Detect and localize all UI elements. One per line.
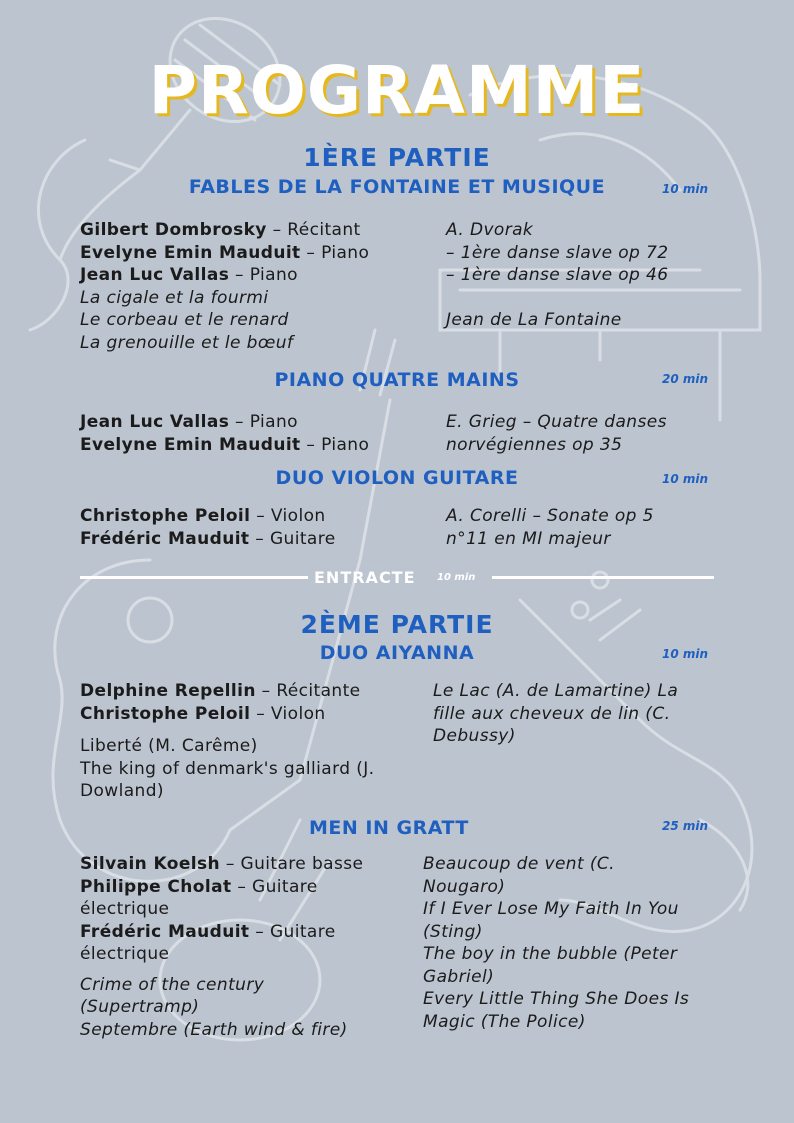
works-piano <box>446 411 746 456</box>
performer-name: Evelyne Emin Mauduit <box>80 242 301 263</box>
performer-role: – Piano <box>229 412 298 432</box>
performers-aiyanna <box>80 680 420 803</box>
work-item: Gabriel) <box>423 966 495 987</box>
work-item: If I Ever Lose My Faith In You <box>423 899 679 919</box>
performer-line <box>80 876 400 899</box>
performers-duo-violon <box>80 505 435 550</box>
performer-role: – Guitare basse <box>220 854 364 874</box>
works-duo-violon <box>446 505 746 550</box>
performer-line <box>80 505 435 528</box>
work-item: Le corbeau et le renard <box>80 310 289 330</box>
performer-line <box>80 853 400 876</box>
entracte-label: ENTRACTE <box>314 568 416 587</box>
part1-heading: 1ÈRE PARTIE <box>303 143 491 172</box>
work-item: Crime of the century <box>80 974 265 995</box>
performer-line <box>80 680 420 703</box>
performer-line <box>80 219 435 242</box>
works-men-in-gratt <box>423 853 743 1033</box>
work-item: A. Dvorak <box>446 220 534 240</box>
work-item: Debussy) <box>433 726 516 746</box>
performer-name: Frédéric Mauduit <box>80 528 250 549</box>
work-item: – 1ère danse slave op 46 <box>446 265 669 285</box>
performer-name: Silvain Koelsh <box>80 854 221 874</box>
work-item: The king of denmark's galliard (J. <box>80 758 375 779</box>
work-item: Septembre (Earth wind & fire) <box>80 1019 348 1040</box>
works-aiyanna <box>433 680 733 748</box>
performer-line <box>80 264 435 287</box>
work-item: A. Corelli – Sonate op 5 <box>446 506 654 526</box>
performer-name: Frédéric Mauduit <box>80 921 250 942</box>
duration-duo-violon: 10 min <box>662 472 709 486</box>
performer-name: Jean Luc Vallas <box>80 265 230 285</box>
work-item: fille aux cheveux de lin (C. <box>433 703 671 724</box>
performer-line <box>80 434 435 457</box>
performer-role: – Violon <box>250 703 326 724</box>
work-item: Liberté (M. Carême) <box>80 736 258 756</box>
duration-fables: 10 min <box>662 182 709 196</box>
performer-line <box>80 703 420 726</box>
works-fables <box>446 219 746 332</box>
performer-line <box>80 528 435 551</box>
performer-role: – Violon <box>250 506 326 526</box>
performer-name: Jean Luc Vallas <box>80 412 230 432</box>
work-item: Every Little Thing She Does Is <box>423 989 690 1009</box>
performer-role: – Piano <box>300 242 370 263</box>
section-title-piano: PIANO QUATRE MAINS <box>274 369 520 391</box>
duration-aiyanna: 10 min <box>662 647 709 661</box>
work-item: La cigale et la fourmi <box>80 287 269 308</box>
duration-piano: 20 min <box>662 372 709 386</box>
work-item: La grenouille et le bœuf <box>80 332 294 353</box>
entracte-divider-right <box>492 576 714 579</box>
work-item: (Sting) <box>423 921 483 942</box>
performer-role: – Guitare <box>231 876 318 897</box>
page-title: PROGRAMME <box>148 52 646 129</box>
work-item: Le Lac (A. de Lamartine) La <box>433 681 679 701</box>
performer-role: – Guitare <box>249 528 336 549</box>
work-item: The boy in the bubble (Peter <box>423 944 678 964</box>
performer-name: Christophe Peloil <box>80 506 251 526</box>
work-item: E. Grieg – Quatre danses <box>446 412 667 432</box>
work-item: norvégiennes op 35 <box>446 434 623 455</box>
section-title-fables: FABLES DE LA FONTAINE ET MUSIQUE <box>188 176 606 198</box>
work-item: Magic (The Police) <box>423 1011 586 1032</box>
work-item: – 1ère danse slave op 72 <box>446 242 669 263</box>
performer-role: – Récitant <box>266 220 361 240</box>
work-item: (Supertramp) <box>80 997 200 1017</box>
performer-role: – Récitante <box>255 681 361 701</box>
performer-name: Christophe Peloil <box>80 703 251 724</box>
section-title-duo-violon: DUO VIOLON GUITARE <box>275 467 519 489</box>
performers-fables <box>80 219 435 354</box>
performer-role: – Piano <box>300 434 370 455</box>
entracte-divider-left <box>80 576 308 579</box>
performer-name: Gilbert Dombrosky <box>80 220 267 240</box>
performer-name: Philippe Cholat <box>80 876 232 897</box>
performer-name: Delphine Repellin <box>80 681 256 701</box>
work-item: n°11 en MI majeur <box>446 528 611 549</box>
performer-line <box>80 242 435 265</box>
work-item: Beaucoup de vent (C. <box>423 854 615 874</box>
part2-heading: 2ÈME PARTIE <box>300 610 494 639</box>
performers-men-in-gratt <box>80 853 400 1041</box>
performer-role: – Piano <box>229 265 298 285</box>
work-item: Dowland) <box>80 781 164 801</box>
duration-men-in-gratt: 25 min <box>662 819 709 833</box>
performer-role-continued: électrique <box>80 944 170 964</box>
performer-name: Evelyne Emin Mauduit <box>80 434 301 455</box>
entracte-duration: 10 min <box>437 572 476 583</box>
performer-line <box>80 921 400 944</box>
work-item: Jean de La Fontaine <box>446 310 622 330</box>
section-title-men-in-gratt: MEN IN GRATT <box>309 817 469 839</box>
performers-piano <box>80 411 435 456</box>
section-title-aiyanna: DUO AIYANNA <box>319 642 475 664</box>
performer-line <box>80 411 435 434</box>
performer-role-continued: électrique <box>80 899 170 919</box>
performer-role: – Guitare <box>249 921 336 942</box>
work-item: Nougaro) <box>423 876 506 897</box>
